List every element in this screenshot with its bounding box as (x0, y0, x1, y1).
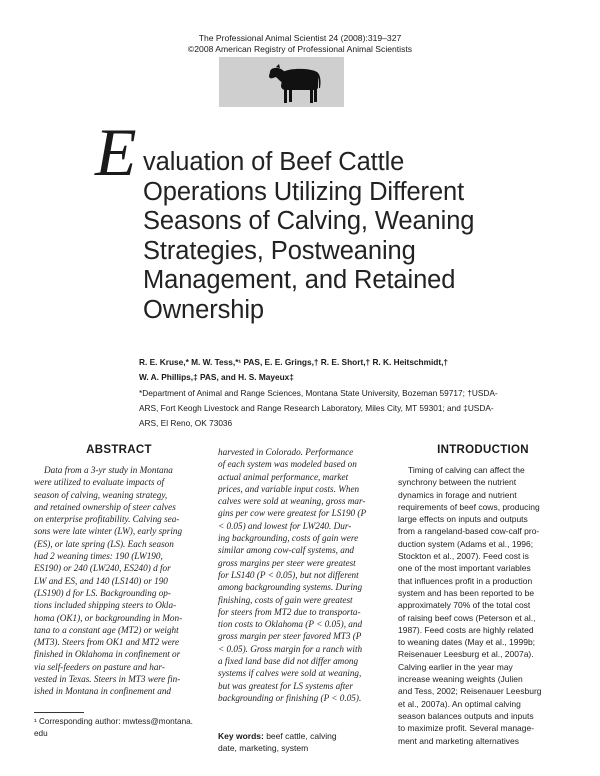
abstract-line: finishing, costs of gain were greatest (218, 594, 353, 605)
title-line: Operations Utilizing Different (143, 177, 465, 206)
affiliations (139, 386, 569, 431)
abstract-line: gins per cow were greatest for LS190 (P (218, 508, 367, 519)
introduction-line: to weaning dates (May et al., 1999b; (398, 637, 536, 648)
introduction-line: large effects on inputs and outputs (398, 514, 528, 525)
introduction-line: system and has been reported to be (398, 587, 535, 598)
abstract-line: < 0.05). Gross margin for a ranch with (218, 643, 363, 654)
abstract-line: via self-feeders on pasture and har- (34, 661, 165, 672)
abstract-line: and retained ownership of steer calves (34, 501, 176, 512)
abstract-line: tions included shipping steers to Okla- (34, 600, 177, 611)
introduction-line: to maximize profit. Several manage- (398, 723, 535, 734)
author-list (139, 355, 569, 385)
abstract-line: (LS190) d for LS. Backgrounding op- (34, 587, 171, 598)
abstract-line: homa (OK1), or backgrounding in Mon- (34, 612, 183, 623)
cow-silhouette-icon (219, 57, 344, 107)
abstract-line: of each system was modeled based on (218, 459, 357, 470)
title-line: valuation of Beef Cattle (143, 148, 405, 176)
keywords-line (218, 730, 398, 742)
affiliation-line: ARS, Fort Keogh Livestock and Range Research Laboratory, Miles City, MT 59301; and ‡USDA- (139, 403, 494, 413)
introduction-line: Reisenauer Leesburg et al., 2007a). (398, 649, 534, 660)
corresponding-author-footnote (34, 716, 214, 739)
introduction-line: Stockton et al., 2007). Feed cost is (398, 551, 529, 562)
abstract-line: tion costs to Oklahoma (P < 0.05), and (218, 619, 363, 630)
abstract-line: a fixed land base did not differ among (218, 656, 359, 667)
abstract-line: tana to a constant age (MT2) or weight (34, 624, 179, 635)
introduction-line: Timing of calving can affect the (408, 465, 525, 475)
abstract-line: ished in Montana in confinement and (34, 686, 172, 697)
title-line: Strategies, Postweaning (143, 236, 416, 265)
keywords-label: Key words: (218, 731, 264, 741)
journal-header (0, 33, 600, 55)
introduction-line: increase weaning weights (Julien (398, 674, 523, 685)
affiliation-line: ARS, El Reno, OK 73036 (139, 418, 233, 428)
abstract-line: ing backgrounding, costs of gain were (218, 533, 359, 544)
abstract-column-right (218, 446, 398, 704)
introduction-line: requirements of beef cows, producing (398, 501, 540, 512)
introduction-line: one of the most important variables (398, 563, 531, 574)
abstract-line: had 2 weaning times: 190 (LW190, (34, 551, 163, 562)
abstract-line: calves were sold at weaning, gross mar- (218, 496, 366, 507)
keywords-text: beef cattle, calving (263, 731, 337, 741)
footnote-line: edu (34, 728, 48, 738)
introduction-line: et al., 2007a). An optimal calving (398, 698, 521, 709)
abstract-line: gross margin per steer favored MT3 (P (218, 631, 362, 642)
abstract-line: backgrounding or finishing (P < 0.05). (218, 692, 362, 703)
introduction-line: dynamics in forage and nutrient (398, 489, 517, 500)
footnote-divider (34, 712, 84, 713)
abstract-line: Data from a 3-yr study in Montana (44, 465, 173, 475)
abstract-line: on enterprise profitability. Calving sea- (34, 514, 180, 525)
title-line: Ownership (143, 295, 264, 324)
abstract-line: similar among cow-calf systems, and (218, 545, 355, 556)
abstract-line: vested in Texas. Steers in MT3 were fin- (34, 674, 181, 685)
title-drop-cap: E (95, 114, 137, 190)
keywords (218, 730, 398, 754)
abstract-line: (ES), or late spring (LS). Each season (34, 538, 174, 549)
introduction-line: season balances outputs and inputs (398, 710, 534, 721)
introduction-line: Calving earlier in the year may (398, 661, 513, 672)
abstract-line: for LS140 (P < 0.05), but not different (218, 569, 359, 580)
abstract-line: were utilized to evaluate impacts of (34, 477, 165, 488)
introduction-column (398, 464, 578, 747)
introduction-line: synchrony between the nutrient (398, 477, 517, 488)
abstract-column-left (34, 464, 214, 698)
abstract-line: gross margins per steer were greatest (218, 557, 356, 568)
introduction-line: and Tess, 2002; Reisenauer Leesburg (398, 686, 542, 697)
abstract-line: sons were late winter (LW), early spring (34, 526, 183, 537)
abstract-line: (MT3). Steers from OK1 and MT2 were (34, 637, 180, 648)
introduction-line: from a rangeland-based cow-calf pro- (398, 526, 540, 537)
introduction-line: ment and marketing alternatives (398, 735, 519, 746)
title-line: Seasons of Calving, Weaning (143, 207, 475, 235)
abstract-line: LW and ES, and 140 (LS140) or 190 (34, 575, 168, 586)
introduction-line: that influences profit in a production (398, 575, 533, 586)
journal-citation: The Professional Animal Scientist 24 (2008):319–327 (198, 33, 402, 43)
title-text (143, 148, 523, 325)
footnote-line: ¹ Corresponding author: mwtess@montana. (34, 717, 193, 726)
abstract-line: but was greatest for LS systems after (218, 680, 353, 691)
introduction-line: approximately 70% of the total cost (398, 600, 531, 611)
introduction-heading: INTRODUCTION (437, 444, 529, 456)
abstract-line: among backgrounding systems. During (218, 582, 363, 593)
keywords-line: date, marketing, system (218, 743, 309, 753)
abstract-line: actual animal performance, market (218, 471, 349, 482)
abstract-heading: ABSTRACT (86, 444, 152, 456)
abstract-line: finished in Oklahoma in confinement or (34, 649, 181, 660)
introduction-line: duction system (Adams et al., 1996; (398, 538, 534, 549)
abstract-line: season of calving, weaning strategy, (34, 489, 168, 500)
abstract-line: harvested in Colorado. Performance (218, 447, 354, 457)
journal-logo (219, 57, 344, 107)
author-line: W. A. Phillips,‡ PAS, and H. S. Mayeux‡ (139, 372, 294, 382)
abstract-line: systems if calves were sold at weaning, (218, 668, 362, 679)
introduction-line: 1987). Feed costs are highly related (398, 624, 534, 635)
introduction-line: of raising beef cows (Peterson et al., (398, 612, 536, 623)
abstract-line: < 0.05) and lowest for LW240. Dur- (218, 520, 352, 531)
abstract-line: for steers from MT2 due to transporta- (218, 606, 361, 617)
author-line: R. E. Kruse,* M. W. Tess,*¹ PAS, E. E. Grings,† R. E. Short,† R. K. Heitschmidt,† (139, 357, 449, 367)
abstract-line: ES190) or 240 (LW240, ES240) d for (34, 563, 171, 574)
affiliation-line: *Department of Animal and Range Sciences, Montana State University, Bozeman 59717; †USDA- (139, 388, 498, 398)
abstract-line: prices, and variable input costs. When (218, 483, 360, 494)
title-line: Management, and Retained (143, 266, 456, 294)
copyright-line: ©2008 American Registry of Professional Animal Scientists (187, 44, 413, 54)
